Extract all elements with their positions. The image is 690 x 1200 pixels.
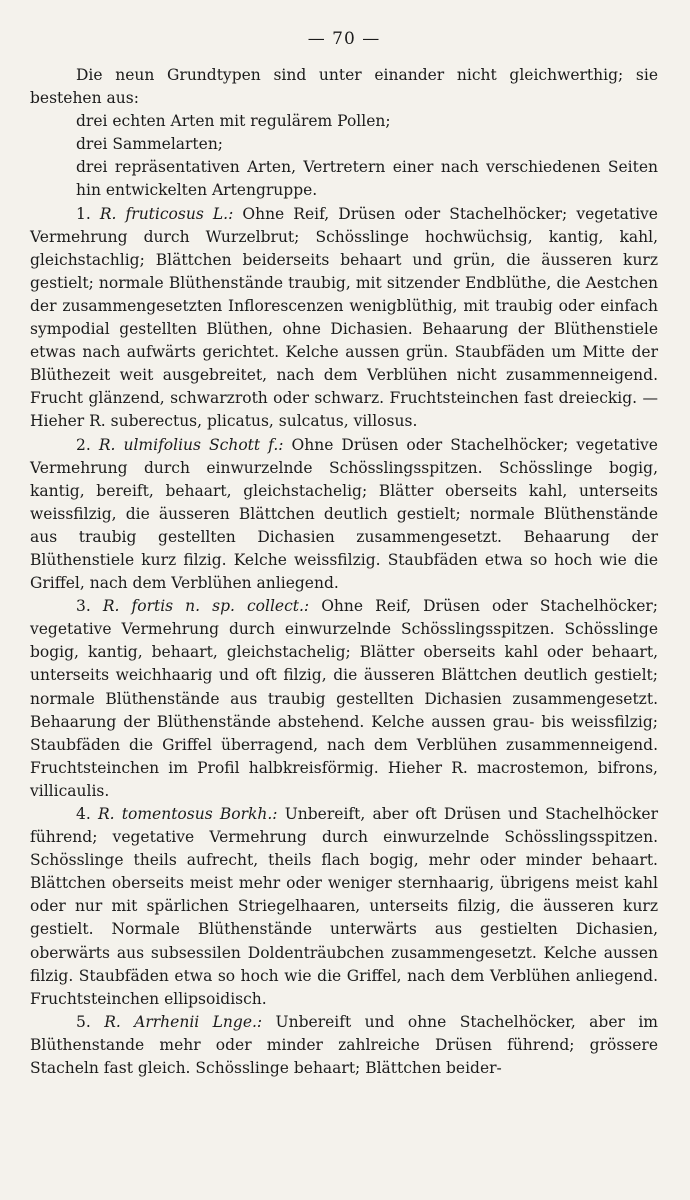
intro-list-item: drei echten Arten mit regulärem Pollen;: [76, 112, 391, 131]
entry-number: 4.: [76, 805, 91, 823]
entry-number: 2.: [76, 435, 91, 454]
species-description: Unbereift, aber oft Drüsen und Stachelhöcker führend; vegetative Vermehrung durch einwurzelnde Schösslingsspitzen. Schösslinge theils aufrecht, theils flach bogig, mehr oder minder behaart. Blättchen oberseits meist mehr oder weniger sternhaarig, übrigens meist kahl oder nur mit spärlichen Striegelhaaren, unterseits filzig, die äusseren kurz gestielt. Normale Blüthenstände unterwärts aus gestielten Dichasien, oberwärts aus subsessilen Doldenträubchen zusammengesetzt. Kelche aussen filzig. Staubfäden etwa so hoch wie die Griffel, nach dem Verblühen anliegend. Fruchtsteinchen ellipsoidisch.: [30, 805, 658, 1008]
page-body: [30, 64, 658, 1080]
species-entry-1: [30, 203, 658, 434]
intro-list-item: drei Sammelarten;: [76, 135, 224, 154]
species-name: R. fortis n. sp. collect.:: [102, 597, 310, 616]
species-description: Unbereift und ohne Stachelhöcker, aber im Blüthenstande mehr oder minder zahlreiche Drüsen führend; grössere Stacheln fast gleich. Schösslinge behaart; Blättchen beider-: [30, 1012, 658, 1078]
page-number: — 70 —: [307, 29, 381, 49]
species-entry-2: [30, 434, 658, 596]
species-description: Ohne Reif, Drüsen oder Stachelhöcker; vegetative Vermehrung durch einwurzelnde Schösslingsspitzen. Schösslinge bogig, kantig, behaart, gleichstachelig; Blätter oberseits kahl oder behaart, unterseits weichhaarig und oft filzig, die äusseren Blättchen deutlich gestielt; normale Blüthenstände aus traubig gestellten Dichasien zusammengesetzt. Behaarung der Blüthenstände abstehend. Kelche aussen grau- bis weissfilzig; Staubfäden die Griffel überragend, nach dem Verblühen zusammenneigend. Fruchtsteinchen im Profil halbkreisförmig. Hieher R. macrostemon, bifrons, villicaulis.: [30, 597, 659, 800]
species-description: Ohne Drüsen oder Stachelhöcker; vegetative Vermehrung durch einwurzelnde Schösslingsspitzen. Schösslinge bogig, kantig, bereift, behaart, gleichstachelig; Blätter oberseits kahl, unterseits weissfilzig, die äusseren Blättchen deutlich gestielt; normale Blüthenstände aus traubig gestellten Dichasien zusammengesetzt. Behaarung der Blüthenstiele kurz filzig. Kelche weissfilzig. Staubfäden etwa so hoch wie die Griffel, nach dem Verblühen anliegend.: [30, 435, 658, 593]
intro-list-item: [30, 156, 658, 202]
species-name: R. Arrhenii Lnge.:: [104, 1012, 263, 1031]
book-page: [30, 26, 658, 1186]
species-name: R. fruticosus L.:: [99, 204, 234, 223]
species-entry-4: [30, 803, 658, 1011]
species-entry-3: [30, 595, 658, 803]
entry-number: 3.: [76, 597, 91, 616]
species-entry-5: [30, 1011, 658, 1080]
entry-number: 1.: [76, 204, 91, 223]
species-name: R. ulmifolius Schott f.:: [98, 435, 284, 454]
intro-sentence: Die neun Grundtypen sind unter einander nicht gleichwerthig; sie bestehen aus:: [30, 66, 658, 108]
species-name: R. tomentosus Borkh.:: [98, 805, 278, 823]
intro-list-item-text: drei repräsentativen Arten, Vertretern einer nach verschiedenen Seiten hin entwickelten Artengruppe.: [76, 158, 658, 200]
entry-number: 5.: [76, 1012, 91, 1031]
species-description: Ohne Reif, Drüsen oder Stachelhöcker; vegetative Vermehrung durch Wurzelbrut; Schösslinge hochwüchsig, kantig, kahl, gleichstachlig; Blättchen beiderseits behaart und grün, die äusseren kurz gestielt; normale Blüthenstände traubig, mit sitzender Endblüthe, die Aestchen der zusammengesetzten Inflorescenzen wenigblüthig, mit traubig oder einfach sympodial gestellten Blüthen, ohne Dichasien. Behaarung der Blüthenstiele etwas nach aufwärts gerichtet. Kelche aussen grün. Staubfäden um Mitte der Blüthezeit weit ausgebreitet, nach dem Verblühen nicht zusammenneigend. Frucht glänzend, schwarzroth oder schwarz. Fruchtsteinchen fast dreieckig. — Hieher R. suberectus, plicatus, sulcatus, villosus.: [30, 204, 658, 431]
